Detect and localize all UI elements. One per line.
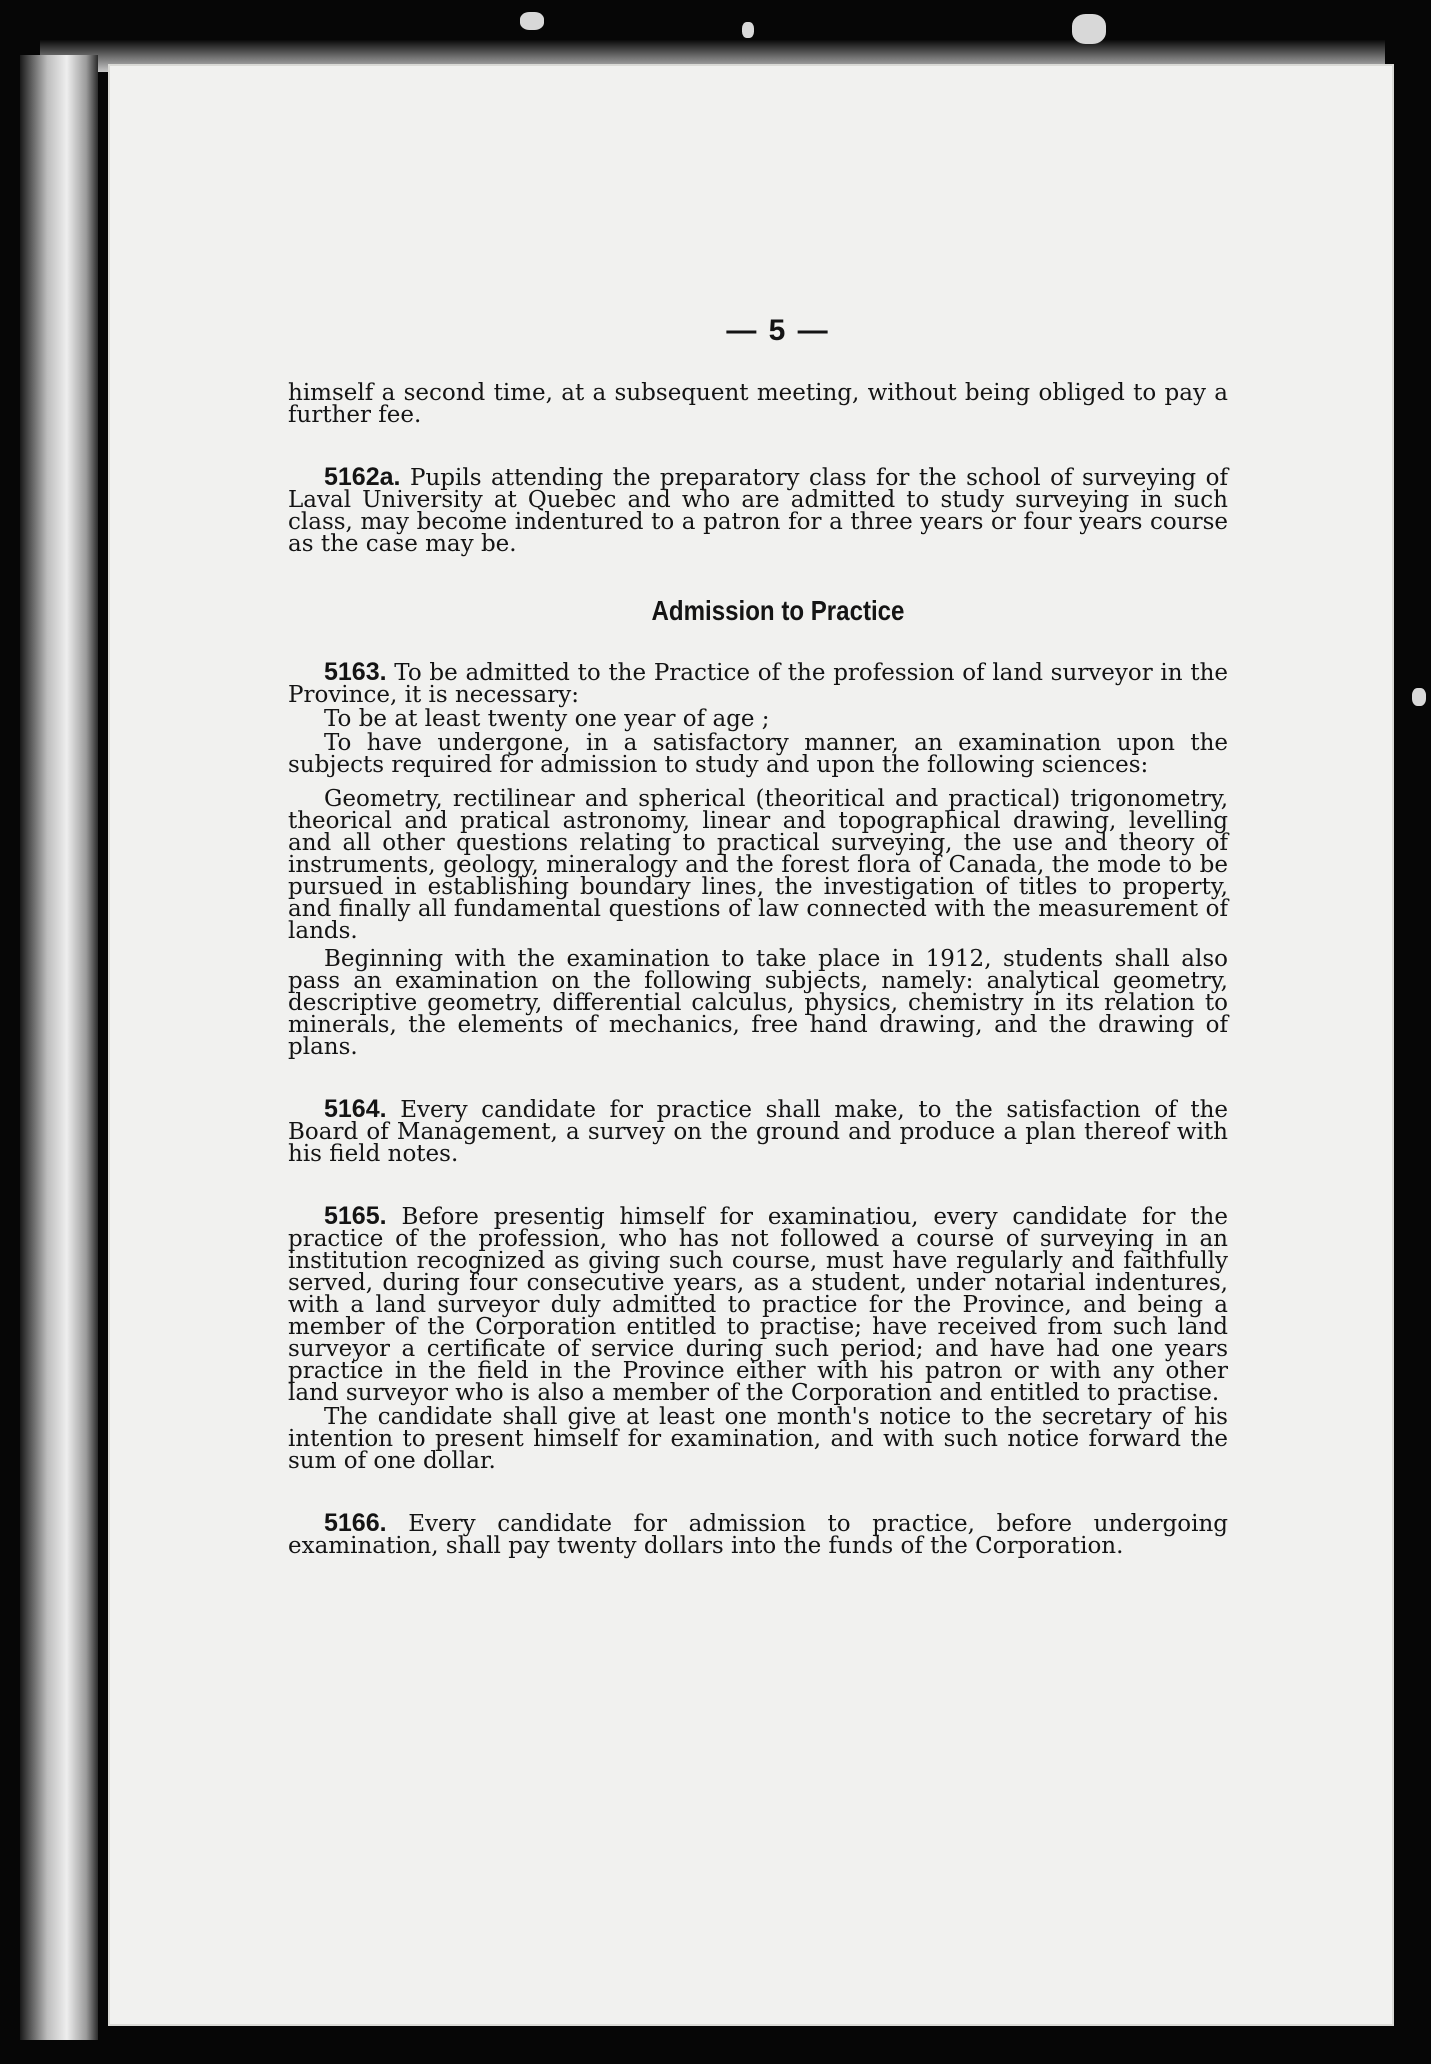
- section-text: Pupils attending the preparatory class for the school of surveying of Laval University at Quebec and who are admitted to study surveying in such class, may become indentured to a patron for a three years or four years course as the case may be.: [288, 465, 1228, 557]
- section-5165: [288, 1202, 1228, 1406]
- section-text: Before presentig himself for examinatiou, every candidate for the practice of the profession, who has not followed a course of surveying in an institution recognized as giving such course, must have regularly and faithfully served, during four consecutive years, as a student, under notarial indentures, with a land surveyor duly admitted to practice for the Province, and being a member of the Corporation entitled to practise; have received from such land surveyor a certificate of service during such period; and have had one years practice in the field in the Province either with his patron or with any other land surveyor who is also a member of the Corporation and entitled to practise.: [288, 1204, 1228, 1406]
- page-content: [288, 314, 1228, 1557]
- section-5164: [288, 1095, 1228, 1167]
- additional-subjects: Beginning with the examination to take place in 1912, students shall also pass an examination on the following subjects, namely: analytical geometry, descriptive geometry, differential calculus, physics, chemistry in its relation to minerals, the elements of mechanics, free hand drawing, and the drawing of plans.: [288, 946, 1228, 1060]
- requirement-age: To be at least twenty one year of age ;: [324, 706, 770, 732]
- section-text: Every candidate for admission to practice, before undergoing examination, shall pay twenty dollars into the funds of the Corporation.: [288, 1511, 1228, 1559]
- section-number: 5165.: [324, 1202, 387, 1230]
- section-5162a: [288, 463, 1228, 557]
- section-heading: Admission to Practice: [651, 595, 905, 626]
- section-text: Every candidate for practice shall make, to the satisfaction of the Board of Management, a survey on the ground and produce a plan thereof with his field notes.: [288, 1097, 1228, 1167]
- section-number: 5162a.: [324, 463, 401, 491]
- section-5163: [288, 658, 1228, 708]
- paragraph-text: himself a second time, at a subsequent meeting, without being obliged to pay a further fee.: [288, 380, 1228, 428]
- section-number: 5163.: [324, 658, 387, 686]
- scan-speck: [1412, 688, 1426, 706]
- book-spine-fold: [20, 55, 98, 2040]
- requirement-examination: To have undergone, in a satisfactory manner, an examination upon the subjects required for admission to study and upon the following sciences:: [288, 730, 1228, 778]
- notice-requirement: The candidate shall give at least one month's notice to the secretary of his intention to present himself for examination, and with such notice forward the sum of one dollar.: [288, 1404, 1228, 1474]
- page-number: — 5 —: [726, 314, 830, 347]
- section-number: 5166.: [324, 1509, 387, 1537]
- sciences-list: Geometry, rectilinear and spherical (theoritical and practical) trigonometry, theorical and pratical astronomy, linear and topographical drawing, levelling and all other questions relating to practical surveying, the use and theory of instruments, geology, mineralogy and the forest flora of Canada, the mode to be pursued in establishing boundary lines, the investigation of titles to property, and finally all fundamental questions of law connected with the measurement of lands.: [288, 786, 1228, 944]
- scan-speck: [742, 22, 754, 38]
- document-page: [108, 64, 1394, 2026]
- section-number: 5164.: [324, 1095, 387, 1123]
- section-5166: [288, 1509, 1228, 1559]
- section-text: To be admitted to the Practice of the profession of land surveyor in the Province, it is necessary:: [288, 660, 1228, 708]
- scan-speck: [1072, 14, 1106, 44]
- scan-speck: [520, 12, 544, 30]
- paragraph-continuation: [288, 382, 1228, 426]
